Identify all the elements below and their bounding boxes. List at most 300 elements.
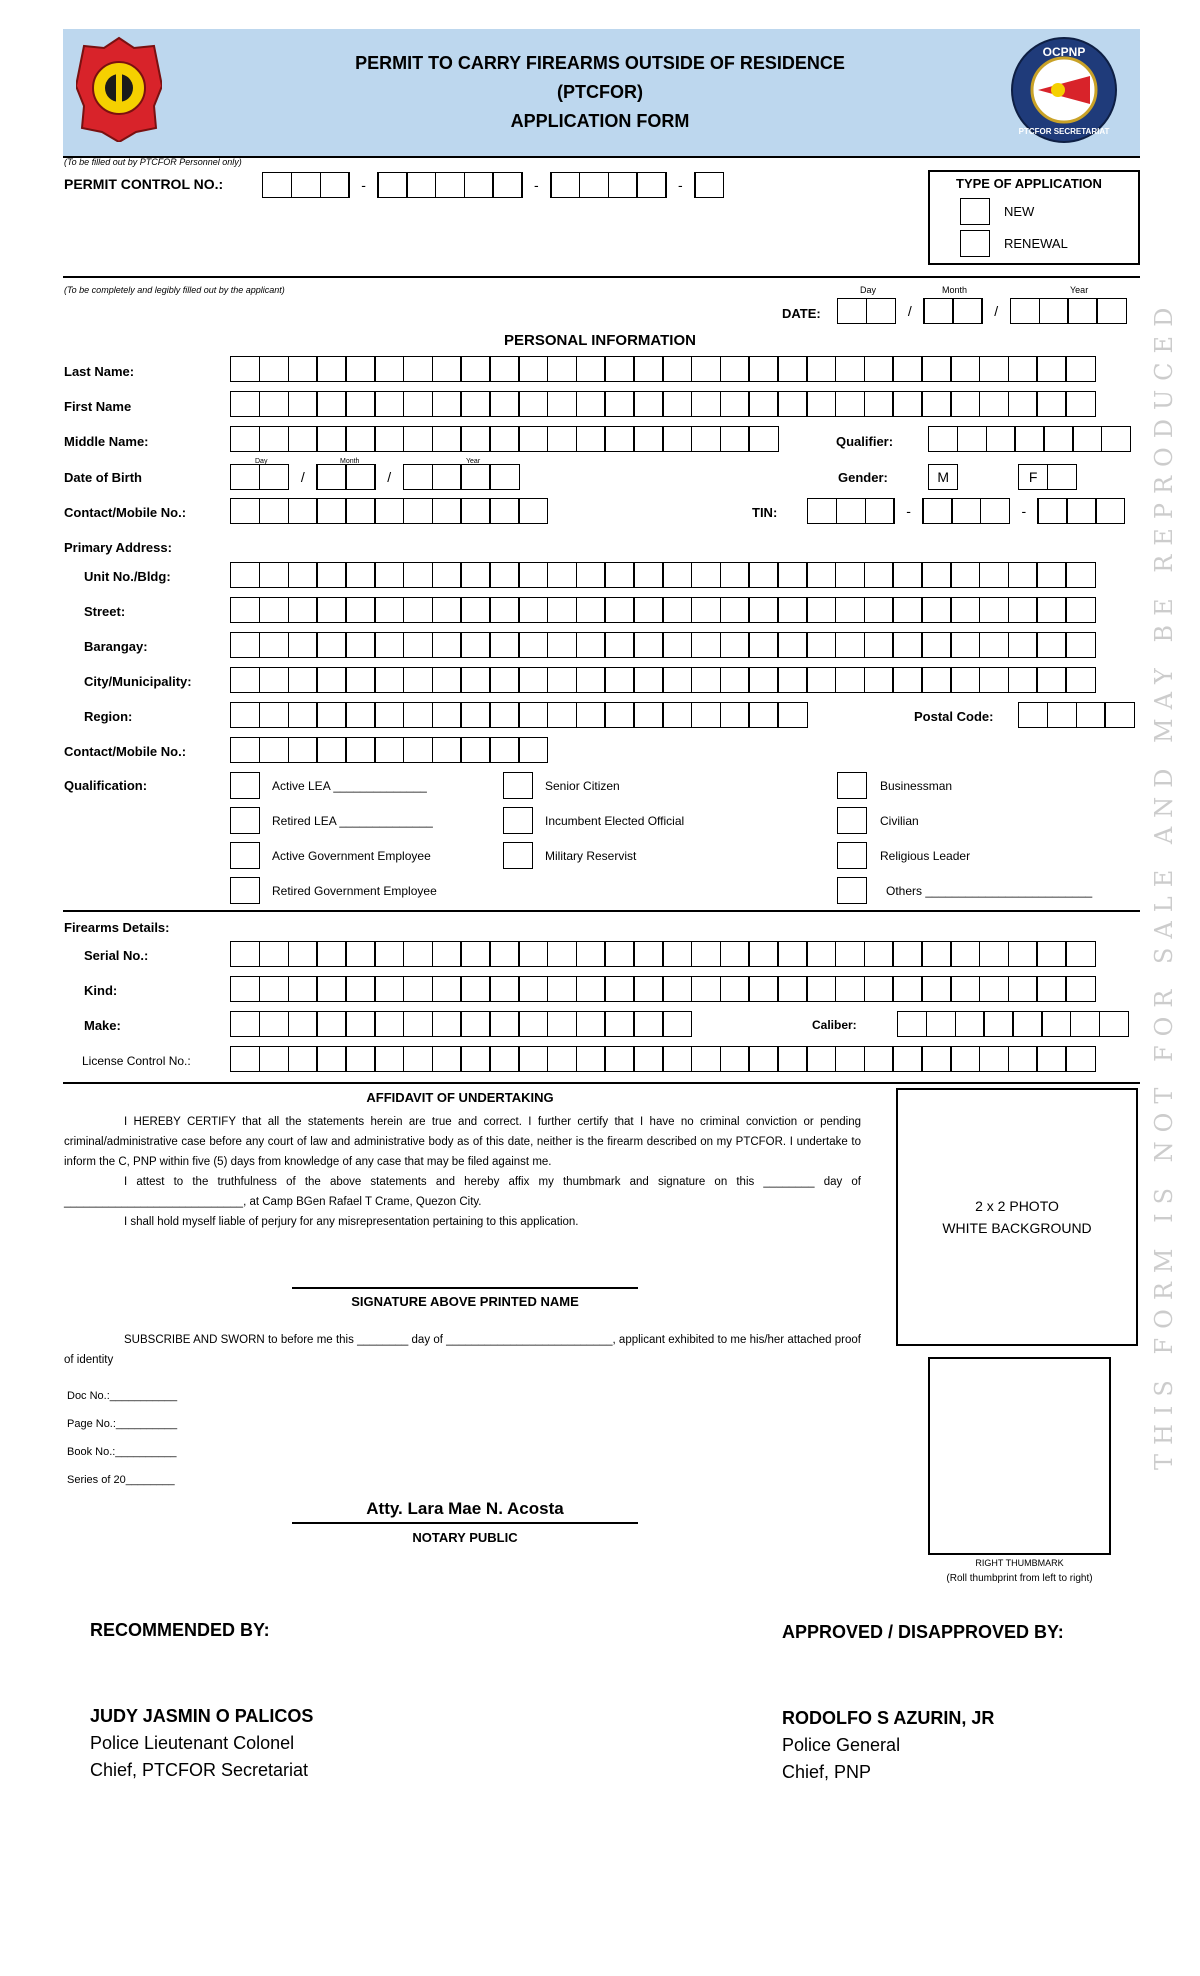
entry-box[interactable] bbox=[576, 702, 606, 728]
entry-box[interactable] bbox=[576, 356, 606, 382]
entry-box[interactable] bbox=[547, 632, 577, 658]
entry-box[interactable] bbox=[460, 356, 490, 382]
entry-box[interactable] bbox=[950, 976, 980, 1002]
entry-box[interactable] bbox=[259, 562, 289, 588]
entry-box[interactable] bbox=[576, 562, 606, 588]
entry-box[interactable] bbox=[1036, 356, 1066, 382]
entry-box[interactable] bbox=[926, 1011, 956, 1037]
entry-box[interactable] bbox=[979, 632, 1009, 658]
entry-box[interactable] bbox=[806, 391, 836, 417]
entry-box[interactable] bbox=[288, 1011, 318, 1037]
entry-box[interactable] bbox=[230, 667, 260, 693]
entry-box[interactable] bbox=[403, 356, 433, 382]
qual-others-checkbox[interactable] bbox=[837, 877, 867, 904]
entry-box[interactable] bbox=[1065, 632, 1095, 658]
entry-box[interactable] bbox=[403, 562, 433, 588]
entry-box[interactable] bbox=[403, 1046, 433, 1072]
entry-box[interactable] bbox=[547, 597, 577, 623]
entry-box[interactable] bbox=[604, 702, 634, 728]
entry-box[interactable] bbox=[955, 1011, 985, 1037]
entry-box[interactable] bbox=[777, 356, 807, 382]
entry-box[interactable] bbox=[547, 1011, 577, 1037]
entry-box[interactable] bbox=[518, 356, 548, 382]
entry-box[interactable] bbox=[892, 667, 922, 693]
license-boxes[interactable] bbox=[230, 1046, 1096, 1072]
entry-box[interactable] bbox=[604, 597, 634, 623]
entry-box[interactable] bbox=[518, 941, 548, 967]
entry-box[interactable] bbox=[403, 391, 433, 417]
entry-box[interactable] bbox=[633, 976, 663, 1002]
entry-box[interactable] bbox=[489, 498, 519, 524]
entry-box[interactable] bbox=[345, 426, 375, 452]
entry-box[interactable] bbox=[604, 976, 634, 1002]
entry-box[interactable] bbox=[345, 976, 375, 1002]
entry-box[interactable] bbox=[374, 737, 404, 763]
entry-box[interactable] bbox=[374, 562, 404, 588]
entry-box[interactable] bbox=[950, 1046, 980, 1072]
entry-box[interactable] bbox=[691, 597, 721, 623]
entry-box[interactable] bbox=[288, 391, 318, 417]
entry-box[interactable] bbox=[460, 632, 490, 658]
entry-box[interactable] bbox=[288, 976, 318, 1002]
entry-box[interactable] bbox=[374, 597, 404, 623]
entry-box[interactable] bbox=[403, 702, 433, 728]
barangay-boxes[interactable] bbox=[230, 632, 1096, 658]
entry-box[interactable] bbox=[864, 976, 894, 1002]
entry-box[interactable] bbox=[691, 356, 721, 382]
qual-elected-checkbox[interactable] bbox=[503, 807, 533, 834]
entry-box[interactable] bbox=[604, 562, 634, 588]
entry-box[interactable] bbox=[835, 976, 865, 1002]
entry-box[interactable] bbox=[259, 667, 289, 693]
entry-box[interactable] bbox=[374, 426, 404, 452]
entry-box[interactable] bbox=[892, 356, 922, 382]
entry-box[interactable] bbox=[720, 356, 750, 382]
entry-box[interactable] bbox=[748, 976, 778, 1002]
entry-box[interactable] bbox=[748, 562, 778, 588]
entry-box[interactable] bbox=[518, 667, 548, 693]
entry-box[interactable] bbox=[230, 498, 260, 524]
entry-box[interactable] bbox=[979, 976, 1009, 1002]
entry-box[interactable] bbox=[720, 976, 750, 1002]
entry-box[interactable] bbox=[1036, 667, 1066, 693]
entry-box[interactable] bbox=[316, 941, 346, 967]
entry-box[interactable] bbox=[460, 1046, 490, 1072]
entry-box[interactable] bbox=[662, 1046, 692, 1072]
entry-box[interactable] bbox=[979, 356, 1009, 382]
first-name-boxes[interactable] bbox=[230, 391, 1096, 417]
entry-box[interactable] bbox=[460, 737, 490, 763]
entry-box[interactable] bbox=[662, 976, 692, 1002]
entry-box[interactable] bbox=[928, 426, 958, 452]
entry-box[interactable] bbox=[921, 941, 951, 967]
entry-box[interactable] bbox=[259, 976, 289, 1002]
entry-box[interactable] bbox=[777, 597, 807, 623]
entry-box[interactable] bbox=[1101, 426, 1131, 452]
entry-box[interactable] bbox=[489, 356, 519, 382]
entry-box[interactable] bbox=[691, 702, 721, 728]
entry-box[interactable] bbox=[316, 1011, 346, 1037]
entry-box[interactable] bbox=[777, 941, 807, 967]
entry-box[interactable] bbox=[259, 1046, 289, 1072]
entry-box[interactable] bbox=[547, 702, 577, 728]
entry-box[interactable] bbox=[316, 976, 346, 1002]
entry-box[interactable] bbox=[259, 498, 289, 524]
entry-box[interactable] bbox=[432, 1011, 462, 1037]
entry-box[interactable] bbox=[460, 976, 490, 1002]
entry-box[interactable] bbox=[806, 597, 836, 623]
entry-box[interactable] bbox=[259, 632, 289, 658]
entry-box[interactable] bbox=[518, 391, 548, 417]
entry-box[interactable] bbox=[374, 356, 404, 382]
entry-box[interactable] bbox=[1043, 426, 1073, 452]
entry-box[interactable] bbox=[316, 426, 346, 452]
entry-box[interactable] bbox=[1014, 426, 1044, 452]
gender-m-box[interactable]: M bbox=[928, 464, 958, 490]
entry-box[interactable] bbox=[748, 667, 778, 693]
entry-box[interactable] bbox=[921, 597, 951, 623]
entry-box[interactable] bbox=[518, 632, 548, 658]
entry-box[interactable] bbox=[950, 667, 980, 693]
entry-box[interactable] bbox=[259, 597, 289, 623]
entry-box[interactable] bbox=[316, 1046, 346, 1072]
entry-box[interactable] bbox=[604, 356, 634, 382]
entry-box[interactable] bbox=[230, 562, 260, 588]
entry-box[interactable] bbox=[432, 976, 462, 1002]
entry-box[interactable] bbox=[547, 356, 577, 382]
entry-box[interactable] bbox=[777, 1046, 807, 1072]
qual-reservist-checkbox[interactable] bbox=[503, 842, 533, 869]
entry-box[interactable] bbox=[979, 391, 1009, 417]
entry-box[interactable] bbox=[432, 667, 462, 693]
entry-box[interactable] bbox=[432, 941, 462, 967]
entry-box[interactable] bbox=[1076, 702, 1106, 728]
entry-box[interactable] bbox=[518, 597, 548, 623]
entry-box[interactable] bbox=[921, 356, 951, 382]
entry-box[interactable] bbox=[979, 941, 1009, 967]
entry-box[interactable] bbox=[720, 562, 750, 588]
entry-box[interactable] bbox=[374, 498, 404, 524]
entry-box[interactable] bbox=[316, 562, 346, 588]
entry-box[interactable] bbox=[345, 667, 375, 693]
entry-box[interactable] bbox=[633, 562, 663, 588]
entry-box[interactable] bbox=[604, 941, 634, 967]
entry-box[interactable] bbox=[316, 702, 346, 728]
entry-box[interactable] bbox=[806, 667, 836, 693]
entry-box[interactable] bbox=[460, 1011, 490, 1037]
entry-box[interactable] bbox=[230, 632, 260, 658]
entry-box[interactable] bbox=[864, 562, 894, 588]
entry-box[interactable] bbox=[345, 597, 375, 623]
entry-box[interactable] bbox=[489, 632, 519, 658]
entry-box[interactable] bbox=[720, 941, 750, 967]
entry-box[interactable] bbox=[835, 356, 865, 382]
entry-box[interactable] bbox=[489, 1046, 519, 1072]
entry-box[interactable] bbox=[288, 562, 318, 588]
entry-box[interactable] bbox=[374, 667, 404, 693]
entry-box[interactable] bbox=[633, 426, 663, 452]
entry-box[interactable] bbox=[777, 562, 807, 588]
entry-box[interactable] bbox=[806, 562, 836, 588]
entry-box[interactable] bbox=[518, 498, 548, 524]
entry-box[interactable] bbox=[921, 391, 951, 417]
entry-box[interactable] bbox=[374, 702, 404, 728]
entry-box[interactable] bbox=[720, 1046, 750, 1072]
entry-box[interactable] bbox=[230, 597, 260, 623]
entry-box[interactable] bbox=[432, 562, 462, 588]
entry-box[interactable] bbox=[806, 941, 836, 967]
entry-box[interactable] bbox=[691, 1046, 721, 1072]
entry-box[interactable] bbox=[489, 976, 519, 1002]
entry-box[interactable] bbox=[604, 1011, 634, 1037]
entry-box[interactable] bbox=[288, 632, 318, 658]
entry-box[interactable] bbox=[489, 1011, 519, 1037]
entry-box[interactable] bbox=[345, 941, 375, 967]
entry-box[interactable] bbox=[662, 597, 692, 623]
kind-boxes[interactable] bbox=[230, 976, 1096, 1002]
entry-box[interactable] bbox=[864, 1046, 894, 1072]
entry-box[interactable] bbox=[835, 941, 865, 967]
entry-box[interactable] bbox=[835, 632, 865, 658]
qual-retired-lea-checkbox[interactable] bbox=[230, 807, 260, 834]
entry-box[interactable] bbox=[691, 391, 721, 417]
date-boxes[interactable]: / / bbox=[837, 298, 1127, 324]
entry-box[interactable] bbox=[403, 737, 433, 763]
entry-box[interactable] bbox=[691, 632, 721, 658]
entry-box[interactable] bbox=[864, 941, 894, 967]
entry-box[interactable] bbox=[983, 1011, 1013, 1037]
signature-line[interactable] bbox=[292, 1287, 638, 1289]
entry-box[interactable] bbox=[259, 702, 289, 728]
entry-box[interactable] bbox=[777, 667, 807, 693]
entry-box[interactable] bbox=[835, 667, 865, 693]
renewal-checkbox[interactable] bbox=[960, 230, 990, 257]
region-boxes[interactable] bbox=[230, 702, 808, 728]
entry-box[interactable] bbox=[288, 356, 318, 382]
entry-box[interactable] bbox=[460, 391, 490, 417]
entry-box[interactable] bbox=[518, 976, 548, 1002]
entry-box[interactable] bbox=[460, 426, 490, 452]
entry-box[interactable] bbox=[633, 702, 663, 728]
entry-box[interactable] bbox=[547, 562, 577, 588]
entry-box[interactable] bbox=[720, 702, 750, 728]
entry-box[interactable] bbox=[374, 1046, 404, 1072]
entry-box[interactable] bbox=[1036, 632, 1066, 658]
qualifier-boxes[interactable] bbox=[928, 426, 1131, 452]
entry-box[interactable] bbox=[259, 1011, 289, 1037]
city-boxes[interactable] bbox=[230, 667, 1096, 693]
entry-box[interactable] bbox=[547, 976, 577, 1002]
entry-box[interactable] bbox=[432, 632, 462, 658]
entry-box[interactable] bbox=[1008, 941, 1038, 967]
qual-religious-checkbox[interactable] bbox=[837, 842, 867, 869]
entry-box[interactable] bbox=[576, 391, 606, 417]
entry-box[interactable] bbox=[518, 1011, 548, 1037]
entry-box[interactable] bbox=[345, 632, 375, 658]
entry-box[interactable] bbox=[1008, 976, 1038, 1002]
make-boxes[interactable] bbox=[230, 1011, 692, 1037]
entry-box[interactable] bbox=[288, 597, 318, 623]
entry-box[interactable] bbox=[316, 667, 346, 693]
entry-box[interactable] bbox=[1036, 391, 1066, 417]
entry-box[interactable] bbox=[230, 1046, 260, 1072]
entry-box[interactable] bbox=[979, 667, 1009, 693]
entry-box[interactable] bbox=[230, 737, 260, 763]
entry-box[interactable] bbox=[374, 391, 404, 417]
entry-box[interactable] bbox=[892, 597, 922, 623]
entry-box[interactable] bbox=[921, 562, 951, 588]
entry-box[interactable] bbox=[1065, 941, 1095, 967]
qual-active-lea-checkbox[interactable] bbox=[230, 772, 260, 799]
entry-box[interactable] bbox=[316, 597, 346, 623]
entry-box[interactable] bbox=[489, 702, 519, 728]
entry-box[interactable] bbox=[633, 597, 663, 623]
entry-box[interactable] bbox=[1008, 632, 1038, 658]
entry-box[interactable] bbox=[1008, 1046, 1038, 1072]
entry-box[interactable] bbox=[691, 976, 721, 1002]
entry-box[interactable] bbox=[662, 356, 692, 382]
last-name-boxes[interactable] bbox=[230, 356, 1096, 382]
entry-box[interactable] bbox=[374, 632, 404, 658]
entry-box[interactable] bbox=[1036, 1046, 1066, 1072]
entry-box[interactable] bbox=[1008, 391, 1038, 417]
entry-box[interactable] bbox=[950, 356, 980, 382]
entry-box[interactable] bbox=[691, 426, 721, 452]
entry-box[interactable] bbox=[576, 941, 606, 967]
entry-box[interactable] bbox=[288, 1046, 318, 1072]
entry-box[interactable] bbox=[432, 597, 462, 623]
entry-box[interactable] bbox=[1041, 1011, 1071, 1037]
entry-box[interactable] bbox=[1036, 597, 1066, 623]
entry-box[interactable] bbox=[259, 356, 289, 382]
entry-box[interactable] bbox=[230, 426, 260, 452]
entry-box[interactable] bbox=[777, 976, 807, 1002]
entry-box[interactable] bbox=[892, 1046, 922, 1072]
entry-box[interactable] bbox=[1008, 667, 1038, 693]
entry-box[interactable] bbox=[777, 391, 807, 417]
entry-box[interactable] bbox=[403, 426, 433, 452]
qual-retired-gov-checkbox[interactable] bbox=[230, 877, 260, 904]
entry-box[interactable] bbox=[748, 702, 778, 728]
entry-box[interactable] bbox=[748, 391, 778, 417]
entry-box[interactable] bbox=[864, 391, 894, 417]
entry-box[interactable] bbox=[604, 667, 634, 693]
entry-box[interactable] bbox=[1099, 1011, 1129, 1037]
entry-box[interactable] bbox=[720, 597, 750, 623]
entry-box[interactable] bbox=[518, 702, 548, 728]
entry-box[interactable] bbox=[662, 1011, 692, 1037]
entry-box[interactable] bbox=[662, 667, 692, 693]
entry-box[interactable] bbox=[1104, 702, 1134, 728]
entry-box[interactable] bbox=[1070, 1011, 1100, 1037]
entry-box[interactable] bbox=[604, 1046, 634, 1072]
entry-box[interactable] bbox=[921, 976, 951, 1002]
entry-box[interactable] bbox=[374, 976, 404, 1002]
entry-box[interactable] bbox=[1065, 667, 1095, 693]
entry-box[interactable] bbox=[230, 941, 260, 967]
entry-box[interactable] bbox=[230, 1011, 260, 1037]
postal-boxes[interactable] bbox=[1018, 702, 1135, 728]
entry-box[interactable] bbox=[604, 426, 634, 452]
entry-box[interactable] bbox=[720, 426, 750, 452]
entry-box[interactable] bbox=[1065, 562, 1095, 588]
entry-box[interactable] bbox=[345, 498, 375, 524]
entry-box[interactable] bbox=[1012, 1011, 1042, 1037]
entry-box[interactable] bbox=[288, 498, 318, 524]
entry-box[interactable] bbox=[518, 1046, 548, 1072]
entry-box[interactable] bbox=[806, 356, 836, 382]
entry-box[interactable] bbox=[662, 562, 692, 588]
entry-box[interactable] bbox=[288, 702, 318, 728]
entry-box[interactable] bbox=[806, 632, 836, 658]
entry-box[interactable] bbox=[345, 737, 375, 763]
thumbmark-box[interactable] bbox=[928, 1357, 1111, 1555]
entry-box[interactable] bbox=[1065, 356, 1095, 382]
entry-box[interactable] bbox=[864, 632, 894, 658]
entry-box[interactable] bbox=[748, 597, 778, 623]
permit-control-boxes[interactable]: - - - bbox=[262, 172, 724, 198]
entry-box[interactable] bbox=[986, 426, 1016, 452]
entry-box[interactable] bbox=[604, 632, 634, 658]
entry-box[interactable] bbox=[1008, 562, 1038, 588]
entry-box[interactable] bbox=[489, 426, 519, 452]
entry-box[interactable] bbox=[835, 597, 865, 623]
entry-box[interactable] bbox=[1036, 562, 1066, 588]
entry-box[interactable] bbox=[1065, 597, 1095, 623]
entry-box[interactable] bbox=[403, 667, 433, 693]
entry-box[interactable] bbox=[460, 597, 490, 623]
entry-box[interactable] bbox=[633, 391, 663, 417]
entry-box[interactable] bbox=[835, 1046, 865, 1072]
entry-box[interactable] bbox=[345, 356, 375, 382]
entry-box[interactable] bbox=[460, 498, 490, 524]
entry-box[interactable] bbox=[691, 562, 721, 588]
entry-box[interactable] bbox=[950, 632, 980, 658]
entry-box[interactable] bbox=[403, 941, 433, 967]
entry-box[interactable] bbox=[720, 632, 750, 658]
entry-box[interactable] bbox=[806, 976, 836, 1002]
entry-box[interactable] bbox=[576, 667, 606, 693]
entry-box[interactable] bbox=[1036, 976, 1066, 1002]
entry-box[interactable] bbox=[633, 632, 663, 658]
entry-box[interactable] bbox=[460, 702, 490, 728]
entry-box[interactable] bbox=[432, 391, 462, 417]
entry-box[interactable] bbox=[460, 941, 490, 967]
entry-box[interactable] bbox=[316, 356, 346, 382]
entry-box[interactable] bbox=[1047, 702, 1077, 728]
gender-f-box[interactable]: F bbox=[1018, 464, 1077, 490]
entry-box[interactable] bbox=[432, 702, 462, 728]
entry-box[interactable] bbox=[662, 702, 692, 728]
entry-box[interactable] bbox=[921, 1046, 951, 1072]
entry-box[interactable] bbox=[633, 941, 663, 967]
entry-box[interactable] bbox=[835, 391, 865, 417]
entry-box[interactable] bbox=[979, 597, 1009, 623]
entry-box[interactable] bbox=[403, 632, 433, 658]
entry-box[interactable] bbox=[892, 632, 922, 658]
entry-box[interactable] bbox=[720, 667, 750, 693]
entry-box[interactable] bbox=[288, 737, 318, 763]
entry-box[interactable] bbox=[403, 498, 433, 524]
entry-box[interactable] bbox=[892, 562, 922, 588]
entry-box[interactable] bbox=[489, 391, 519, 417]
entry-box[interactable] bbox=[518, 562, 548, 588]
entry-box[interactable] bbox=[1072, 426, 1102, 452]
entry-box[interactable] bbox=[748, 941, 778, 967]
new-checkbox[interactable] bbox=[960, 198, 990, 225]
entry-box[interactable] bbox=[288, 426, 318, 452]
entry-box[interactable] bbox=[432, 1046, 462, 1072]
